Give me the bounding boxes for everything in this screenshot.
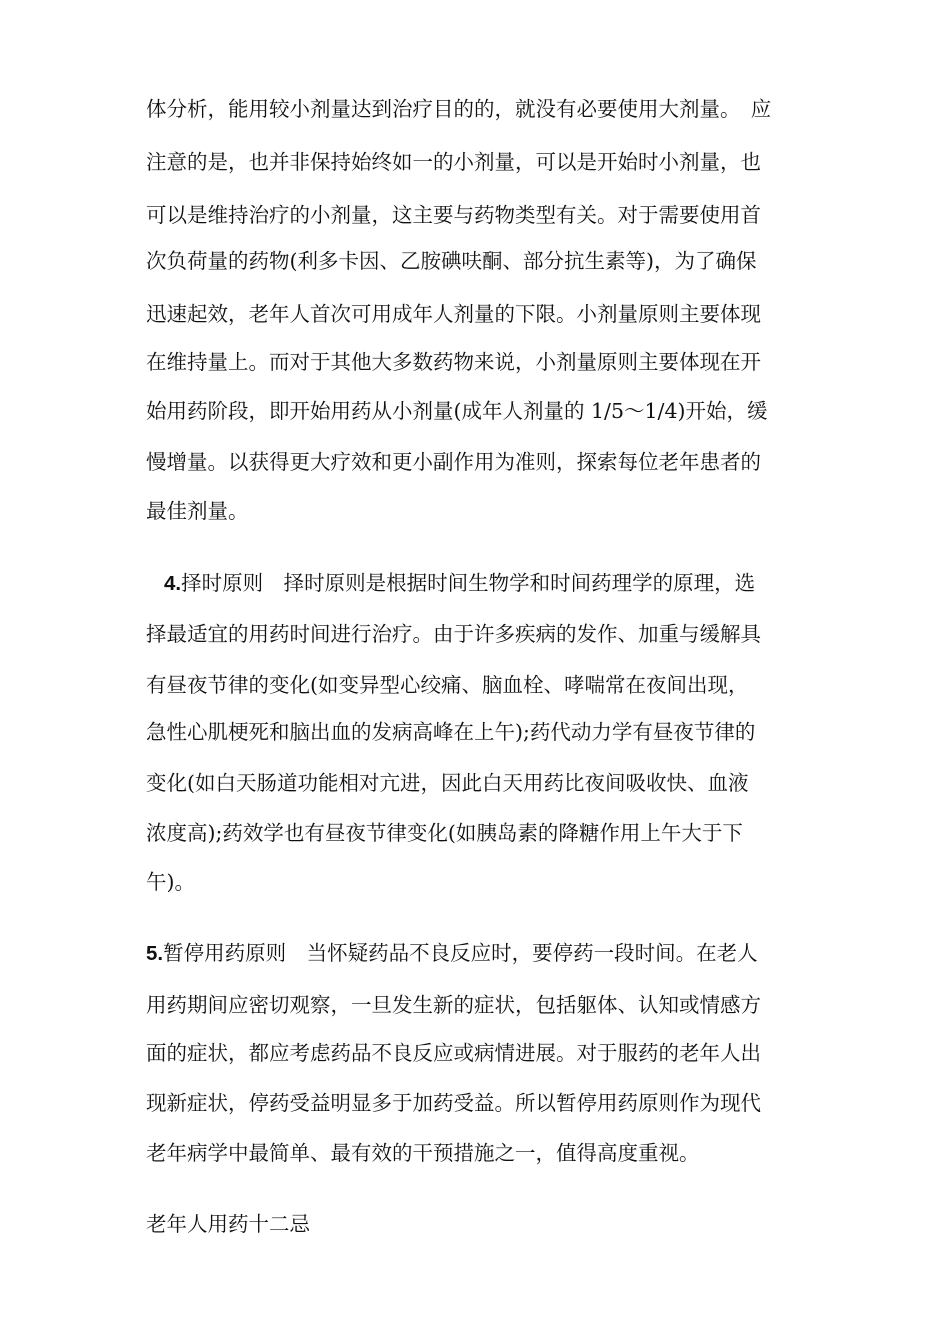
paragraph-1-line-1: 体分析，能用较小剂量达到治疗目的的，就没有必要使用大剂量。 应 (146, 97, 772, 121)
paragraph-5-line-4: 现新症状，停药受益明显多于加药受益。所以暂停用药原则作为现代 (146, 1091, 761, 1115)
paragraph-4-line-1: 择时原则 择时原则是根据时间生物学和时间药理学的原理，选 (181, 571, 756, 595)
paragraph-5-line-3: 面的症状，都应考虑药品不良反应或病情进展。对于服药的老年人出 (146, 1041, 761, 1065)
paragraph-1-line-6: 在维持量上。而对于其他大多数药物来说，小剂量原则主要体现在开 (146, 350, 761, 374)
paragraph-1-line-4: 次负荷量的药物(利多卡因、乙胺碘呋酮、部分抗生素等)，为了确保 (146, 249, 757, 273)
paragraph-1-line-5: 迅速起效，老年人首次可用成年人剂量的下限。小剂量原则主要体现 (146, 302, 761, 326)
paragraph-1-line-2: 注意的是，也并非保持始终如一的小剂量，可以是开始时小剂量，也 (146, 150, 761, 174)
paragraph-4-line-6: 浓度高);药效学也有昼夜节律变化(如胰岛素的降糖作用上午大于下 (146, 821, 743, 845)
paragraph-5-line-1: 暂停用药原则 当怀疑药品不良反应时，要停药一段时间。在老人 (163, 941, 758, 965)
section-heading: 老年人用药十二忌 (146, 1212, 310, 1236)
paragraph-1-line-7: 始用药阶段，即开始用药从小剂量(成年人剂量的 1/5～1/4)开始，缓 (146, 399, 768, 423)
paragraph-5-first-line (146, 936, 758, 966)
section-number: 4. (164, 572, 182, 595)
paragraph-1-line-8: 慢增量。以获得更大疗效和更小副作用为准则，探索每位老年患者的 (146, 450, 761, 474)
paragraph-4-line-7: 午)。 (146, 870, 195, 894)
paragraph-4-line-4: 急性心肌梗死和脑出血的发病高峰在上午);药代动力学有昼夜节律的 (146, 720, 756, 744)
paragraph-5-line-5: 老年病学中最简单、最有效的干预措施之一，值得高度重视。 (146, 1141, 700, 1165)
paragraph-1-line-3: 可以是维持治疗的小剂量，这主要与药物类型有关。对于需要使用首 (146, 203, 761, 227)
paragraph-4-line-5: 变化(如白天肠道功能相对亢进，因此白天用药比夜间吸收快、血液 (146, 771, 749, 795)
paragraph-4-first-line (164, 566, 755, 596)
paragraph-4-line-3: 有昼夜节律的变化(如变异型心绞痛、脑血栓、哮喘常在夜间出现， (146, 673, 749, 697)
section-number: 5. (146, 942, 164, 965)
paragraph-4-line-2: 择最适宜的用药时间进行治疗。由于许多疾病的发作、加重与缓解具 (146, 622, 761, 646)
paragraph-5-line-2: 用药期间应密切观察，一旦发生新的症状，包括躯体、认知或情感方 (146, 993, 761, 1017)
paragraph-1-line-9: 最佳剂量。 (146, 499, 249, 523)
